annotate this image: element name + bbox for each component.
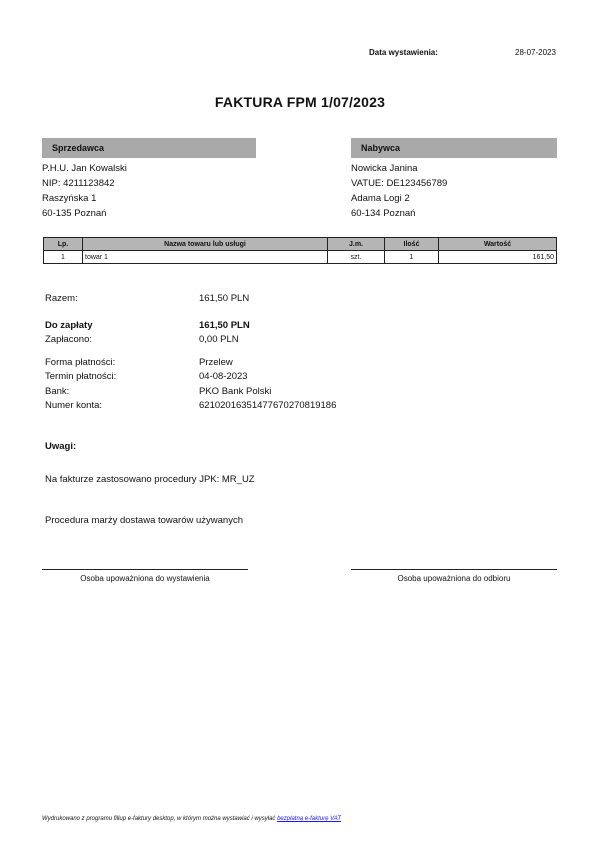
receiver-signature-line — [351, 569, 557, 570]
buyer-tax-id: VATUE: DE123456789 — [351, 178, 448, 189]
total-value: 161,50 PLN — [199, 293, 250, 304]
issue-date-label: Data wystawienia: — [369, 48, 438, 57]
invoice-title: FAKTURA FPM 1/07/2023 — [214, 94, 386, 110]
buyer-details — [351, 161, 447, 221]
seller-name: P.H.U. Jan Kowalski — [42, 163, 127, 174]
buyer-name: Nowicka Janina — [351, 163, 418, 174]
cell-lp: 1 — [44, 251, 83, 264]
total-label: Razem: — [45, 293, 78, 304]
col-header-name: Nazwa towaru lub usługi — [83, 238, 328, 251]
cell-quantity: 1 — [385, 251, 439, 264]
issue-date-value: 28-07-2023 — [515, 48, 556, 57]
buyer-street: Adama Logi 2 — [351, 193, 410, 204]
items-table-header-row — [44, 238, 557, 251]
seller-street: Raszyńska 1 — [42, 193, 97, 204]
seller-details — [42, 161, 127, 221]
free-einvoice-link[interactable]: bezpłatną e-fakturę VAT — [277, 816, 342, 822]
footer-text: Wydrukowano z programu fillup e-faktury desktop, w którym można wystawiać i wysyłać — [42, 816, 276, 822]
table-row — [44, 251, 557, 264]
buyer-city: 60-134 Poznań — [351, 208, 416, 219]
payment-form-label: Forma płatności: — [45, 357, 116, 368]
seller-city: 60-135 Poznań — [42, 208, 107, 219]
payment-due-label: Termin płatności: — [45, 371, 117, 382]
account-label: Numer konta: — [45, 400, 103, 411]
to-pay-label: Do zapłaty — [45, 320, 93, 331]
payment-form-value: Przelew — [199, 357, 233, 368]
issuer-signature-label: Osoba upoważniona do wystawienia — [80, 574, 210, 583]
cell-unit: szt. — [328, 251, 385, 264]
seller-heading: Sprzedawca — [42, 138, 256, 158]
receiver-signature-label: Osoba upoważniona do odbioru — [397, 574, 511, 583]
note-margin-procedure: Procedura marży dostawa towarów używanych — [45, 515, 244, 526]
note-jpk: Na fakturze zastosowano procedury JPK: MR_UZ — [45, 474, 255, 485]
paid-label: Zapłacono: — [45, 334, 93, 345]
col-header-value: Wartość — [439, 238, 557, 251]
notes-title: Uwagi: — [45, 441, 77, 452]
col-header-unit: J.m. — [328, 238, 385, 251]
cell-value: 161,50 — [439, 251, 557, 264]
paid-value: 0,00 PLN — [199, 334, 239, 345]
to-pay-value: 161,50 PLN — [199, 320, 250, 331]
issuer-signature-line — [42, 569, 248, 570]
buyer-heading: Nabywca — [351, 138, 557, 158]
col-header-lp: Lp. — [44, 238, 83, 251]
cell-name: towar 1 — [83, 251, 328, 264]
col-header-quantity: Ilość — [385, 238, 439, 251]
footer-note — [42, 816, 341, 822]
seller-tax-id: NIP: 4211123842 — [42, 178, 115, 189]
payment-due-value: 04-08-2023 — [199, 371, 248, 382]
bank-value: PKO Bank Polski — [199, 386, 272, 397]
bank-label: Bank: — [45, 386, 70, 397]
items-table — [43, 237, 557, 264]
account-value: 62102016351477670270819186 — [199, 400, 337, 411]
